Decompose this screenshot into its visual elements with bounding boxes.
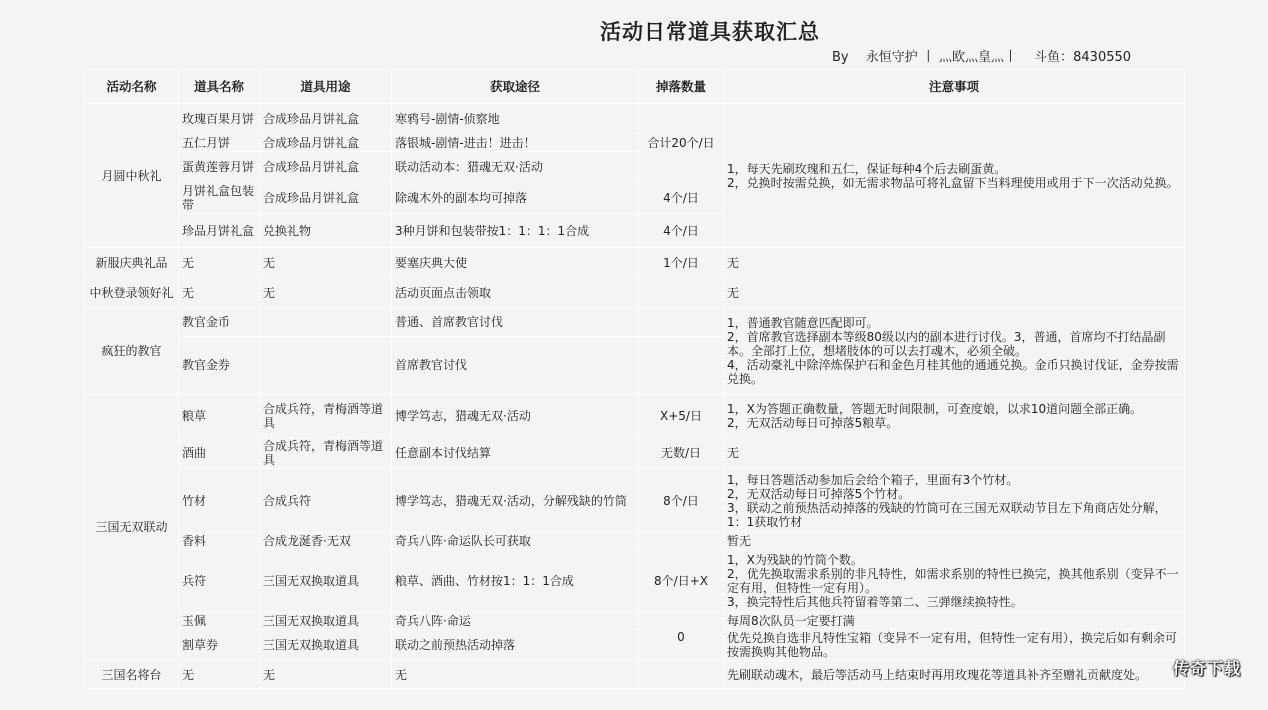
site-watermark: 传奇下载	[1173, 659, 1242, 678]
header-source: 获取途径	[392, 71, 639, 104]
item-cell: 蛋黄莲蓉月饼	[179, 152, 260, 182]
drop-cell	[639, 533, 724, 550]
source-cell: 要塞庆典大使	[392, 248, 639, 278]
item-cell: 教官金币	[179, 308, 260, 337]
notes-cell: 无	[724, 248, 1185, 278]
item-cell: 玫瑰百果月饼	[179, 104, 260, 134]
use-cell: 合成龙涎香·无双	[260, 533, 392, 550]
use-cell: 三国无双换取道具	[260, 550, 392, 613]
use-cell: 合成珍品月饼礼盒	[260, 182, 392, 215]
drop-cell	[639, 278, 724, 308]
item-cell: 无	[179, 278, 260, 308]
use-cell: 合成兵符，青梅酒等道具	[260, 438, 392, 469]
event-cell: 疯狂的教官	[85, 308, 179, 394]
header-item-use: 道具用途	[260, 71, 392, 104]
item-cell: 竹材	[179, 469, 260, 533]
drop-cell: 8个/日	[639, 469, 724, 533]
notes-cell: 暂无	[724, 533, 1185, 550]
drop-cell: 1个/日	[639, 248, 724, 278]
notes-cell: 1，每日答题活动参加后会给个箱子，里面有3个竹材。 2，无双活动每日可掉落5个竹材。 3，联动之前预热活动掉落的残缺的竹筒可在三国无双联动节目左下角商店处分解，1：1获取竹材	[724, 469, 1185, 533]
header-item-name: 道具名称	[179, 71, 260, 104]
use-cell	[260, 337, 392, 394]
event-cell: 三国无双联动	[85, 394, 179, 661]
use-cell: 合成兵符	[260, 469, 392, 533]
item-cell: 无	[179, 248, 260, 278]
source-cell: 联动活动本：猎魂无双·活动	[392, 152, 639, 182]
use-cell: 合成珍品月饼礼盒	[260, 134, 392, 152]
source-cell: 寒鸦号-剧情-侦察地	[392, 104, 639, 134]
drop-cell: 合计20个/日	[639, 104, 724, 182]
table-row	[85, 394, 1185, 438]
item-cell: 教官金券	[179, 337, 260, 394]
drop-cell	[639, 337, 724, 394]
drop-cell: 4个/日	[639, 182, 724, 215]
table-header-row	[85, 71, 1185, 104]
source-cell: 粮草、酒曲、竹材按1：1：1合成	[392, 550, 639, 613]
item-cell: 粮草	[179, 394, 260, 438]
notes-cell: 无	[724, 278, 1185, 308]
item-cell: 五仁月饼	[179, 134, 260, 152]
item-cell: 香料	[179, 533, 260, 550]
item-cell: 酒曲	[179, 438, 260, 469]
drop-cell	[639, 661, 724, 689]
use-cell: 三国无双换取道具	[260, 630, 392, 661]
table-row	[85, 308, 1185, 337]
drop-cell: 8个/日+X	[639, 550, 724, 613]
item-cell: 割草券	[179, 630, 260, 661]
table-row	[85, 104, 1185, 134]
notes-cell: 1，普通教官随意匹配即可。 2，首席教官选择副本等级80级以内的副本进行讨伐。3，普通，首席均不打结晶副本。全部打上位，想堵肢体的可以去打魂木，必须全破。 4，活动豪礼中除淬炼保护石和金色月桂其他的通通兑换。金币只换讨伐证，金券按需兑换。	[724, 308, 1185, 394]
table-row	[85, 438, 1185, 469]
drop-cell: 无数/日	[639, 438, 724, 469]
item-summary-table	[84, 70, 1185, 689]
header-drop-amount: 掉落数量	[639, 71, 724, 104]
notes-cell: 1，每天先刷玫瑰和五仁，保证每种4个后去刷蛋黄。 2，兑换时按需兑换，如无需求物品可将礼盒留下当料理使用或用于下一次活动兑换。	[724, 104, 1185, 248]
item-cell: 无	[179, 661, 260, 689]
notes-cell: 无	[724, 438, 1185, 469]
source-cell: 3种月饼和包装带按1：1：1：1合成	[392, 215, 639, 248]
table-row	[85, 613, 1185, 630]
use-cell: 合成兵符，青梅酒等道具	[260, 394, 392, 438]
event-cell: 中秋登录领好礼	[85, 278, 179, 308]
source-cell: 博学笃志，猎魂无双·活动，分解残缺的竹筒	[392, 469, 639, 533]
notes-cell: 先刷联动魂木，最后等活动马上结束时再用玫瑰花等道具补齐至赠礼贡献度处。	[724, 661, 1185, 689]
notes-cell: 优先兑换自选非凡特性宝箱（变异不一定有用，但特性一定有用），换完后如有剩余可按需换购其他物品。	[724, 630, 1185, 661]
use-cell: 无	[260, 661, 392, 689]
event-cell: 月圆中秋礼	[85, 104, 179, 248]
source-cell: 博学笃志，猎魂无双·活动	[392, 394, 639, 438]
table-row	[85, 533, 1185, 550]
source-cell: 活动页面点击领取	[392, 278, 639, 308]
use-cell: 无	[260, 278, 392, 308]
drop-cell: 0	[639, 613, 724, 661]
event-cell: 新服庆典礼品	[85, 248, 179, 278]
drop-cell: 4个/日	[639, 215, 724, 248]
source-cell: 除魂木外的副本均可掉落	[392, 182, 639, 215]
notes-cell: 1，X为答题正确数量，答题无时间限制，可查度娘，以求10道问题全部正确。 2，无双活动每日可掉落5粮草。	[724, 394, 1185, 438]
item-cell: 玉佩	[179, 613, 260, 630]
drop-cell	[639, 308, 724, 337]
use-cell: 三国无双换取道具	[260, 613, 392, 630]
source-cell: 任意副本讨伐结算	[392, 438, 639, 469]
header-notes: 注意事项	[724, 71, 1185, 104]
author-byline: By 永恒守护 丨 灬欧灬皇灬丨 斗鱼：8430550	[832, 50, 1132, 65]
page-title: 活动日常道具获取汇总	[600, 20, 820, 44]
table-row	[85, 248, 1185, 278]
source-cell: 奇兵八阵·命运	[392, 613, 639, 630]
notes-cell: 1，X为残缺的竹筒个数。 2，优先换取需求系别的非凡特性，如需求系别的特性已换完，换其他系别（变异不一定有用，但特性一定有用）。 3，换完特性后其他兵符留着等第二、三弹继续换特性。	[724, 550, 1185, 613]
source-cell: 联动之前预热活动掉落	[392, 630, 639, 661]
use-cell: 合成珍品月饼礼盒	[260, 152, 392, 182]
drop-cell: X+5/日	[639, 394, 724, 438]
notes-cell: 每周8次队员一定要打满	[724, 613, 1185, 630]
source-cell: 无	[392, 661, 639, 689]
use-cell: 合成珍品月饼礼盒	[260, 104, 392, 134]
source-cell: 落银城-剧情-进击！进击！	[392, 134, 639, 152]
table-row	[85, 278, 1185, 308]
item-cell: 珍品月饼礼盒	[179, 215, 260, 248]
source-cell: 首席教官讨伐	[392, 337, 639, 394]
table-row	[85, 661, 1185, 689]
item-cell: 兵符	[179, 550, 260, 613]
use-cell	[260, 308, 392, 337]
table-row	[85, 550, 1185, 613]
event-cell: 三国名将台	[85, 661, 179, 689]
header-event-name: 活动名称	[85, 71, 179, 104]
source-cell: 奇兵八阵·命运队长可获取	[392, 533, 639, 550]
source-cell: 普通、首席教官讨伐	[392, 308, 639, 337]
use-cell: 兑换礼物	[260, 215, 392, 248]
table-row	[85, 630, 1185, 661]
item-cell: 月饼礼盒包装带	[179, 182, 260, 215]
use-cell: 无	[260, 248, 392, 278]
table-row	[85, 469, 1185, 533]
